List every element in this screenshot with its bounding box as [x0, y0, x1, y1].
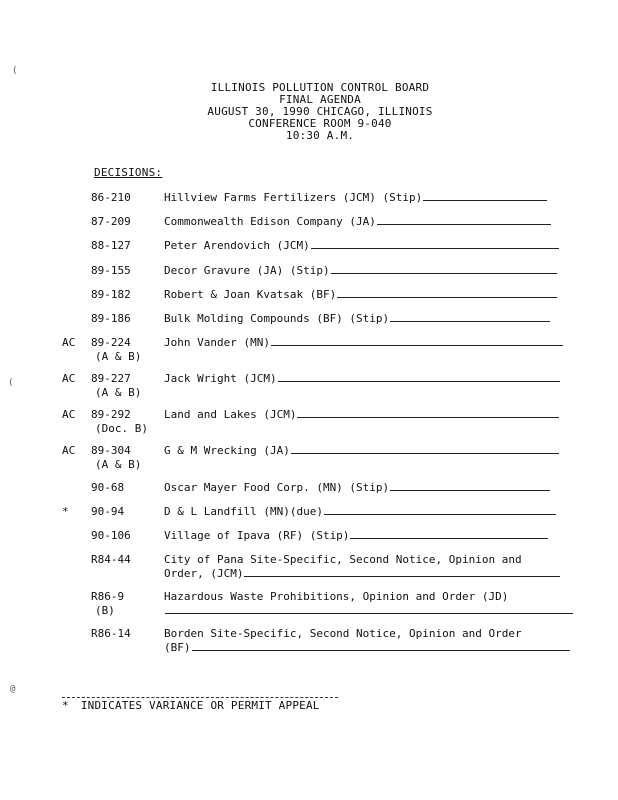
signature-line	[377, 223, 551, 225]
case-number	[91, 590, 161, 618]
case-title: Hillview Farms Fertilizers (JCM) (Stip)	[164, 191, 423, 204]
case-description	[164, 239, 576, 253]
case-number-text: 89-186	[91, 312, 131, 325]
case-description	[164, 529, 576, 543]
scan-speck: @	[10, 684, 16, 694]
case-description	[164, 444, 576, 458]
case-number-text: 90-106	[91, 529, 131, 542]
case-title: Hazardous Waste Prohibitions, Opinion and Order (JD)	[164, 590, 509, 603]
case-number-text: 89-227	[91, 372, 131, 385]
case-title: City of Pana Site-Specific, Second Notice, Opinion and	[164, 553, 522, 566]
case-number-text: 89-182	[91, 288, 131, 301]
scan-speck: (	[8, 378, 14, 388]
case-number	[91, 336, 161, 364]
case-subpart: (A & B)	[95, 458, 142, 471]
case-title: D & L Landfill (MN)(due)	[164, 505, 323, 518]
row-mark: AC	[62, 372, 76, 385]
case-number	[91, 505, 161, 519]
case-number	[91, 372, 161, 400]
case-number-text: 86-210	[91, 191, 131, 204]
row-mark: *	[62, 505, 69, 518]
footer-rule	[62, 697, 338, 698]
case-description	[164, 191, 576, 205]
board-name: ILLINOIS POLLUTION CONTROL BOARD	[210, 81, 430, 94]
signature-line	[324, 513, 556, 515]
case-description	[164, 372, 576, 386]
case-title: Bulk Molding Compounds (BF) (Stip)	[164, 312, 390, 325]
case-title: Village of Ipava (RF) (Stip)	[164, 529, 350, 542]
case-subpart: (A & B)	[95, 350, 142, 363]
case-title-continued: Order, (JCM)	[164, 567, 244, 580]
signature-line	[297, 416, 559, 418]
case-number	[91, 553, 161, 567]
case-number	[91, 481, 161, 495]
case-description	[164, 481, 576, 495]
signature-line	[165, 612, 573, 614]
case-number-text: 90-94	[91, 505, 125, 518]
signature-line	[291, 452, 559, 454]
signature-line	[278, 380, 560, 382]
case-number-text: R84-44	[91, 553, 131, 566]
case-number	[91, 312, 161, 326]
case-title: Jack Wright (JCM)	[164, 372, 277, 385]
row-mark: AC	[62, 336, 76, 349]
signature-line	[271, 344, 563, 346]
case-description	[164, 505, 576, 519]
case-number-text: 87-209	[91, 215, 131, 228]
case-title: Oscar Mayer Food Corp. (MN) (Stip)	[164, 481, 390, 494]
case-number	[91, 288, 161, 302]
case-subpart: (A & B)	[95, 386, 142, 399]
case-description	[164, 215, 576, 229]
signature-line	[390, 489, 550, 491]
footer-note	[62, 699, 320, 712]
case-subpart: (B)	[95, 604, 115, 617]
case-number	[91, 239, 161, 253]
case-number-text: 89-304	[91, 444, 131, 457]
case-number-text: 89-292	[91, 408, 131, 421]
case-title: G & M Wrecking (JA)	[164, 444, 290, 457]
case-description	[164, 264, 576, 278]
case-description	[164, 590, 576, 618]
case-title: John Vander (MN)	[164, 336, 270, 349]
case-title: Peter Arendovich (JCM)	[164, 239, 310, 252]
case-description	[164, 627, 576, 655]
signature-line	[390, 320, 550, 322]
case-title: Land and Lakes (JCM)	[164, 408, 297, 421]
agenda-header	[0, 82, 618, 142]
time: 10:30 A.M.	[285, 129, 355, 142]
case-title-continued: (BF)	[164, 641, 191, 654]
date-location: AUGUST 30, 1990 CHICAGO, ILLINOIS	[207, 105, 433, 118]
case-number-text: 88-127	[91, 239, 131, 252]
case-subpart: (Doc. B)	[95, 422, 148, 435]
case-number-text: 89-224	[91, 336, 131, 349]
case-description	[164, 408, 576, 422]
footer-text: INDICATES VARIANCE OR PERMIT APPEAL	[80, 699, 320, 712]
signature-line	[244, 575, 560, 577]
case-number-text: 90-68	[91, 481, 125, 494]
room: CONFERENCE ROOM 9-040	[248, 117, 392, 130]
signature-line	[331, 272, 557, 274]
case-description	[164, 553, 576, 581]
signature-line	[337, 296, 557, 298]
case-title: Decor Gravure (JA) (Stip)	[164, 264, 330, 277]
section-title-decisions: DECISIONS:	[94, 166, 163, 179]
case-number	[91, 529, 161, 543]
agenda-title: FINAL AGENDA	[279, 93, 361, 106]
asterisk: *	[62, 699, 69, 712]
scan-speck: (	[12, 66, 18, 76]
signature-line	[192, 649, 570, 651]
signature-line	[423, 199, 547, 201]
case-title: Commonwealth Edison Company (JA)	[164, 215, 376, 228]
case-number	[91, 444, 161, 472]
row-mark: AC	[62, 408, 76, 421]
row-mark: AC	[62, 444, 76, 457]
case-number	[91, 191, 161, 205]
case-number	[91, 408, 161, 436]
case-number	[91, 264, 161, 278]
case-title: Borden Site-Specific, Second Notice, Opinion and Order	[164, 627, 522, 640]
case-number-text: 89-155	[91, 264, 131, 277]
case-number	[91, 215, 161, 229]
case-description	[164, 336, 576, 350]
case-number-text: R86-14	[91, 627, 131, 640]
case-number	[91, 627, 161, 641]
case-description	[164, 312, 576, 326]
signature-line	[350, 537, 548, 539]
signature-line	[311, 247, 559, 249]
case-description	[164, 288, 576, 302]
case-number-text: R86-9	[91, 590, 125, 603]
case-title: Robert & Joan Kvatsak (BF)	[164, 288, 337, 301]
